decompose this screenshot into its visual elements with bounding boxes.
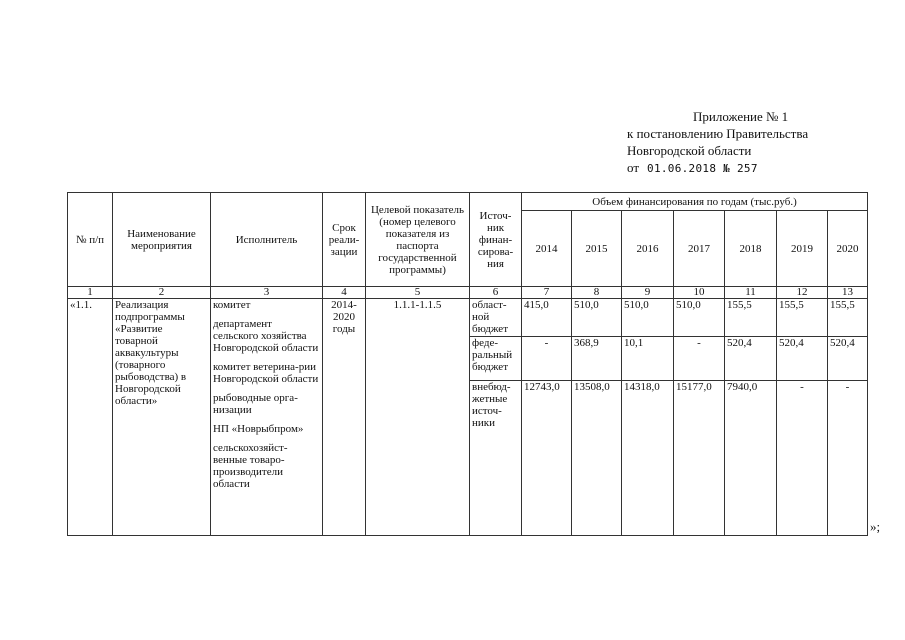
funding-value: 510,0: [572, 299, 622, 337]
funding-source: област-ной бюджет: [470, 299, 522, 337]
row-target: 1.1.1-1.1.5: [366, 299, 470, 536]
funding-value: 15177,0: [674, 381, 725, 536]
funding-value: 368,9: [572, 337, 622, 381]
financing-table: [67, 192, 868, 536]
executor-item: департамент сельского хозяйства Новгородской области: [213, 318, 319, 354]
year-header: 2014: [522, 211, 572, 287]
year-header: 2016: [622, 211, 674, 287]
date-prefix: от: [627, 160, 640, 175]
executor-item: сельскохозяйст-венные товаро-производители области: [213, 442, 288, 490]
funding-value: 10,1: [622, 337, 674, 381]
header-source: Источ-ник финан-сирова-ния: [470, 193, 522, 287]
header-num: № п/п: [68, 193, 113, 287]
date-number: 01.06.2018 № 257: [647, 162, 758, 175]
funding-value: 510,0: [622, 299, 674, 337]
column-number: 8: [572, 287, 622, 299]
executor-item: рыбоводные орга-низации: [213, 392, 298, 416]
funding-value: 520,4: [828, 337, 868, 381]
year-header: 2017: [674, 211, 725, 287]
region-line: Новгородской области: [627, 143, 752, 158]
closing-quote: »;: [870, 519, 881, 534]
funding-value: 155,5: [725, 299, 777, 337]
executor-item: НП «Новрыбпром»: [213, 423, 304, 435]
funding-value: 155,5: [777, 299, 828, 337]
column-number: 5: [366, 287, 470, 299]
funding-value: -: [777, 381, 828, 536]
header-term: Срок реали-зации: [323, 193, 366, 287]
document-header: [627, 108, 808, 177]
column-number: 12: [777, 287, 828, 299]
funding-value: -: [828, 381, 868, 536]
column-number: 6: [470, 287, 522, 299]
header-target: Целевой показатель (номер целевого показателя из паспорта государственной программы): [366, 193, 470, 287]
executor-item: комитет: [213, 299, 251, 311]
column-number: 2: [113, 287, 211, 299]
header-executor: Исполнитель: [211, 193, 323, 287]
column-number: 3: [211, 287, 323, 299]
funding-value: 13508,0: [572, 381, 622, 536]
funding-value: 14318,0: [622, 381, 674, 536]
year-header: 2020: [828, 211, 868, 287]
funding-value: 12743,0: [522, 381, 572, 536]
year-header: 2019: [777, 211, 828, 287]
column-number: 11: [725, 287, 777, 299]
date-line: [627, 159, 808, 177]
column-number: 9: [622, 287, 674, 299]
year-header: 2018: [725, 211, 777, 287]
funding-value: 155,5: [828, 299, 868, 337]
funding-source: внебюд-жетные источ-ники: [470, 381, 522, 536]
funding-value: 520,4: [725, 337, 777, 381]
funding-value: 510,0: [674, 299, 725, 337]
year-header: 2015: [572, 211, 622, 287]
resolution-line: к постановлению Правительства: [627, 126, 809, 141]
column-number: 10: [674, 287, 725, 299]
header-name: Наименование мероприятия: [113, 193, 211, 287]
row-term: 2014-2020 годы: [323, 299, 366, 536]
column-number: 13: [828, 287, 868, 299]
column-number: 7: [522, 287, 572, 299]
row-number: «1.1.: [68, 299, 113, 536]
funding-value: 7940,0: [725, 381, 777, 536]
header-finance: Объем финансирования по годам (тыс.руб.): [522, 193, 868, 211]
column-number: 1: [68, 287, 113, 299]
funding-value: -: [674, 337, 725, 381]
funding-value: -: [522, 337, 572, 381]
appendix-title: Приложение № 1: [693, 109, 789, 124]
executor-item: комитет ветерина-рии Новгородской области: [213, 361, 319, 385]
row-executors: [211, 299, 323, 536]
funding-value: 520,4: [777, 337, 828, 381]
funding-source: феде-ральный бюджет: [470, 337, 522, 381]
row-name: Реализация подпрограммы «Развитие товарной аквакультуры (товарного рыбоводства) в Новгородской области»: [113, 299, 211, 536]
column-number: 4: [323, 287, 366, 299]
funding-value: 415,0: [522, 299, 572, 337]
